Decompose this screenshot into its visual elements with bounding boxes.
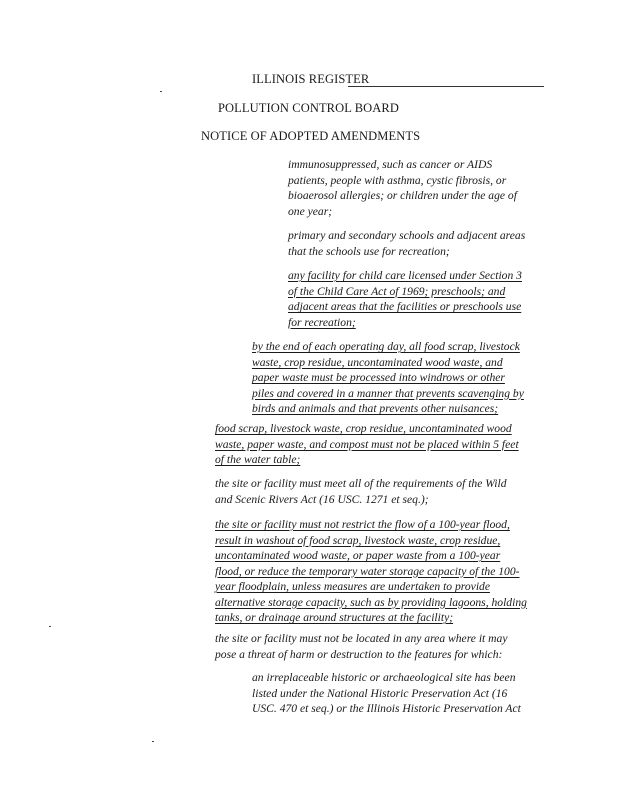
text-line: waste, crop residue, uncontaminated wood waste, and bbox=[252, 355, 503, 369]
text-line: bioaerosol allergies; or children under the age of bbox=[288, 189, 517, 202]
text-line: USC. 470 et seq.) or the Illinois Historic Preservation Act bbox=[252, 702, 521, 715]
paragraph-child-care bbox=[288, 268, 522, 330]
text-line: result in washout of food scrap, livestock waste, crop residue, bbox=[215, 533, 501, 547]
text-line: primary and secondary schools and adjacent areas bbox=[288, 229, 526, 242]
text-line: paper waste must be processed into windrows or other bbox=[252, 371, 505, 384]
text-line: waste, paper waste, and compost must not be placed within 5 feet bbox=[215, 437, 519, 451]
scan-speck bbox=[160, 91, 162, 92]
text-line: flood, or reduce the temporary water storage capacity of the 100- bbox=[215, 564, 520, 578]
paragraph-flood bbox=[215, 517, 527, 626]
paragraph-water-table bbox=[215, 421, 519, 468]
paragraph-historic-site bbox=[252, 670, 521, 717]
text-line: adjacent areas that the facilities or preschools use bbox=[288, 300, 522, 313]
text-line: the site or facility must meet all of the requirements of the Wild bbox=[215, 477, 507, 490]
text-line: any facility for child care licensed under Section 3 bbox=[288, 269, 522, 282]
text-line: the site or facility must not be located in any area where it may bbox=[215, 632, 508, 645]
text-line: of the Child Care Act of 1969; preschools; and bbox=[288, 284, 506, 298]
text-line: listed under the National Historic Preservation Act (16 bbox=[252, 686, 508, 700]
text-line: an irreplaceable historic or archaeological site has been bbox=[252, 671, 516, 684]
notice-title: NOTICE OF ADOPTED AMENDMENTS bbox=[201, 129, 421, 143]
text-line: of the water table; bbox=[215, 453, 301, 466]
text-line: food scrap, livestock waste, crop residue, uncontaminated wood bbox=[215, 422, 512, 435]
text-line: pose a threat of harm or destruction to the features for which: bbox=[215, 647, 503, 661]
text-line: and Scenic Rivers Act (16 USC. 1271 et seq.); bbox=[215, 492, 429, 506]
text-line: one year; bbox=[288, 204, 333, 218]
text-line: patients, people with asthma, cystic fibrosis, or bbox=[288, 173, 507, 187]
text-line: tanks, or drainage around structures at the facility; bbox=[215, 611, 454, 624]
paragraph-harm-threat bbox=[215, 631, 507, 662]
text-line: year floodplain, unless measures are undertaken to provide bbox=[215, 580, 490, 593]
text-line: by the end of each operating day, all food scrap, livestock bbox=[252, 340, 520, 353]
paragraph-immunosuppressed bbox=[288, 157, 517, 219]
text-line: that the schools use for recreation; bbox=[288, 244, 450, 258]
text-line: piles and covered in a manner that prevents scavenging by bbox=[252, 386, 524, 400]
text-line: birds and animals and that prevents other nuisances; bbox=[252, 402, 499, 415]
board-title: POLLUTION CONTROL BOARD bbox=[218, 101, 399, 115]
text-line: uncontaminated wood waste, or paper waste from a 100-year bbox=[215, 549, 501, 562]
text-line: immunosuppressed, such as cancer or AIDS bbox=[288, 158, 493, 171]
paragraph-operating-day bbox=[252, 339, 524, 417]
header-rule bbox=[348, 86, 544, 87]
text-line: the site or facility must not restrict the flow of a 100-year flood, bbox=[215, 518, 510, 531]
text-line: for recreation; bbox=[288, 315, 356, 329]
paragraph-scenic-rivers bbox=[215, 476, 507, 507]
paragraph-schools bbox=[288, 228, 525, 259]
text-line: alternative storage capacity, such as by providing lagoons, holding bbox=[215, 595, 527, 609]
scan-speck bbox=[152, 741, 154, 742]
register-title: ILLINOIS REGISTER bbox=[252, 72, 370, 86]
scan-speck bbox=[49, 626, 51, 627]
